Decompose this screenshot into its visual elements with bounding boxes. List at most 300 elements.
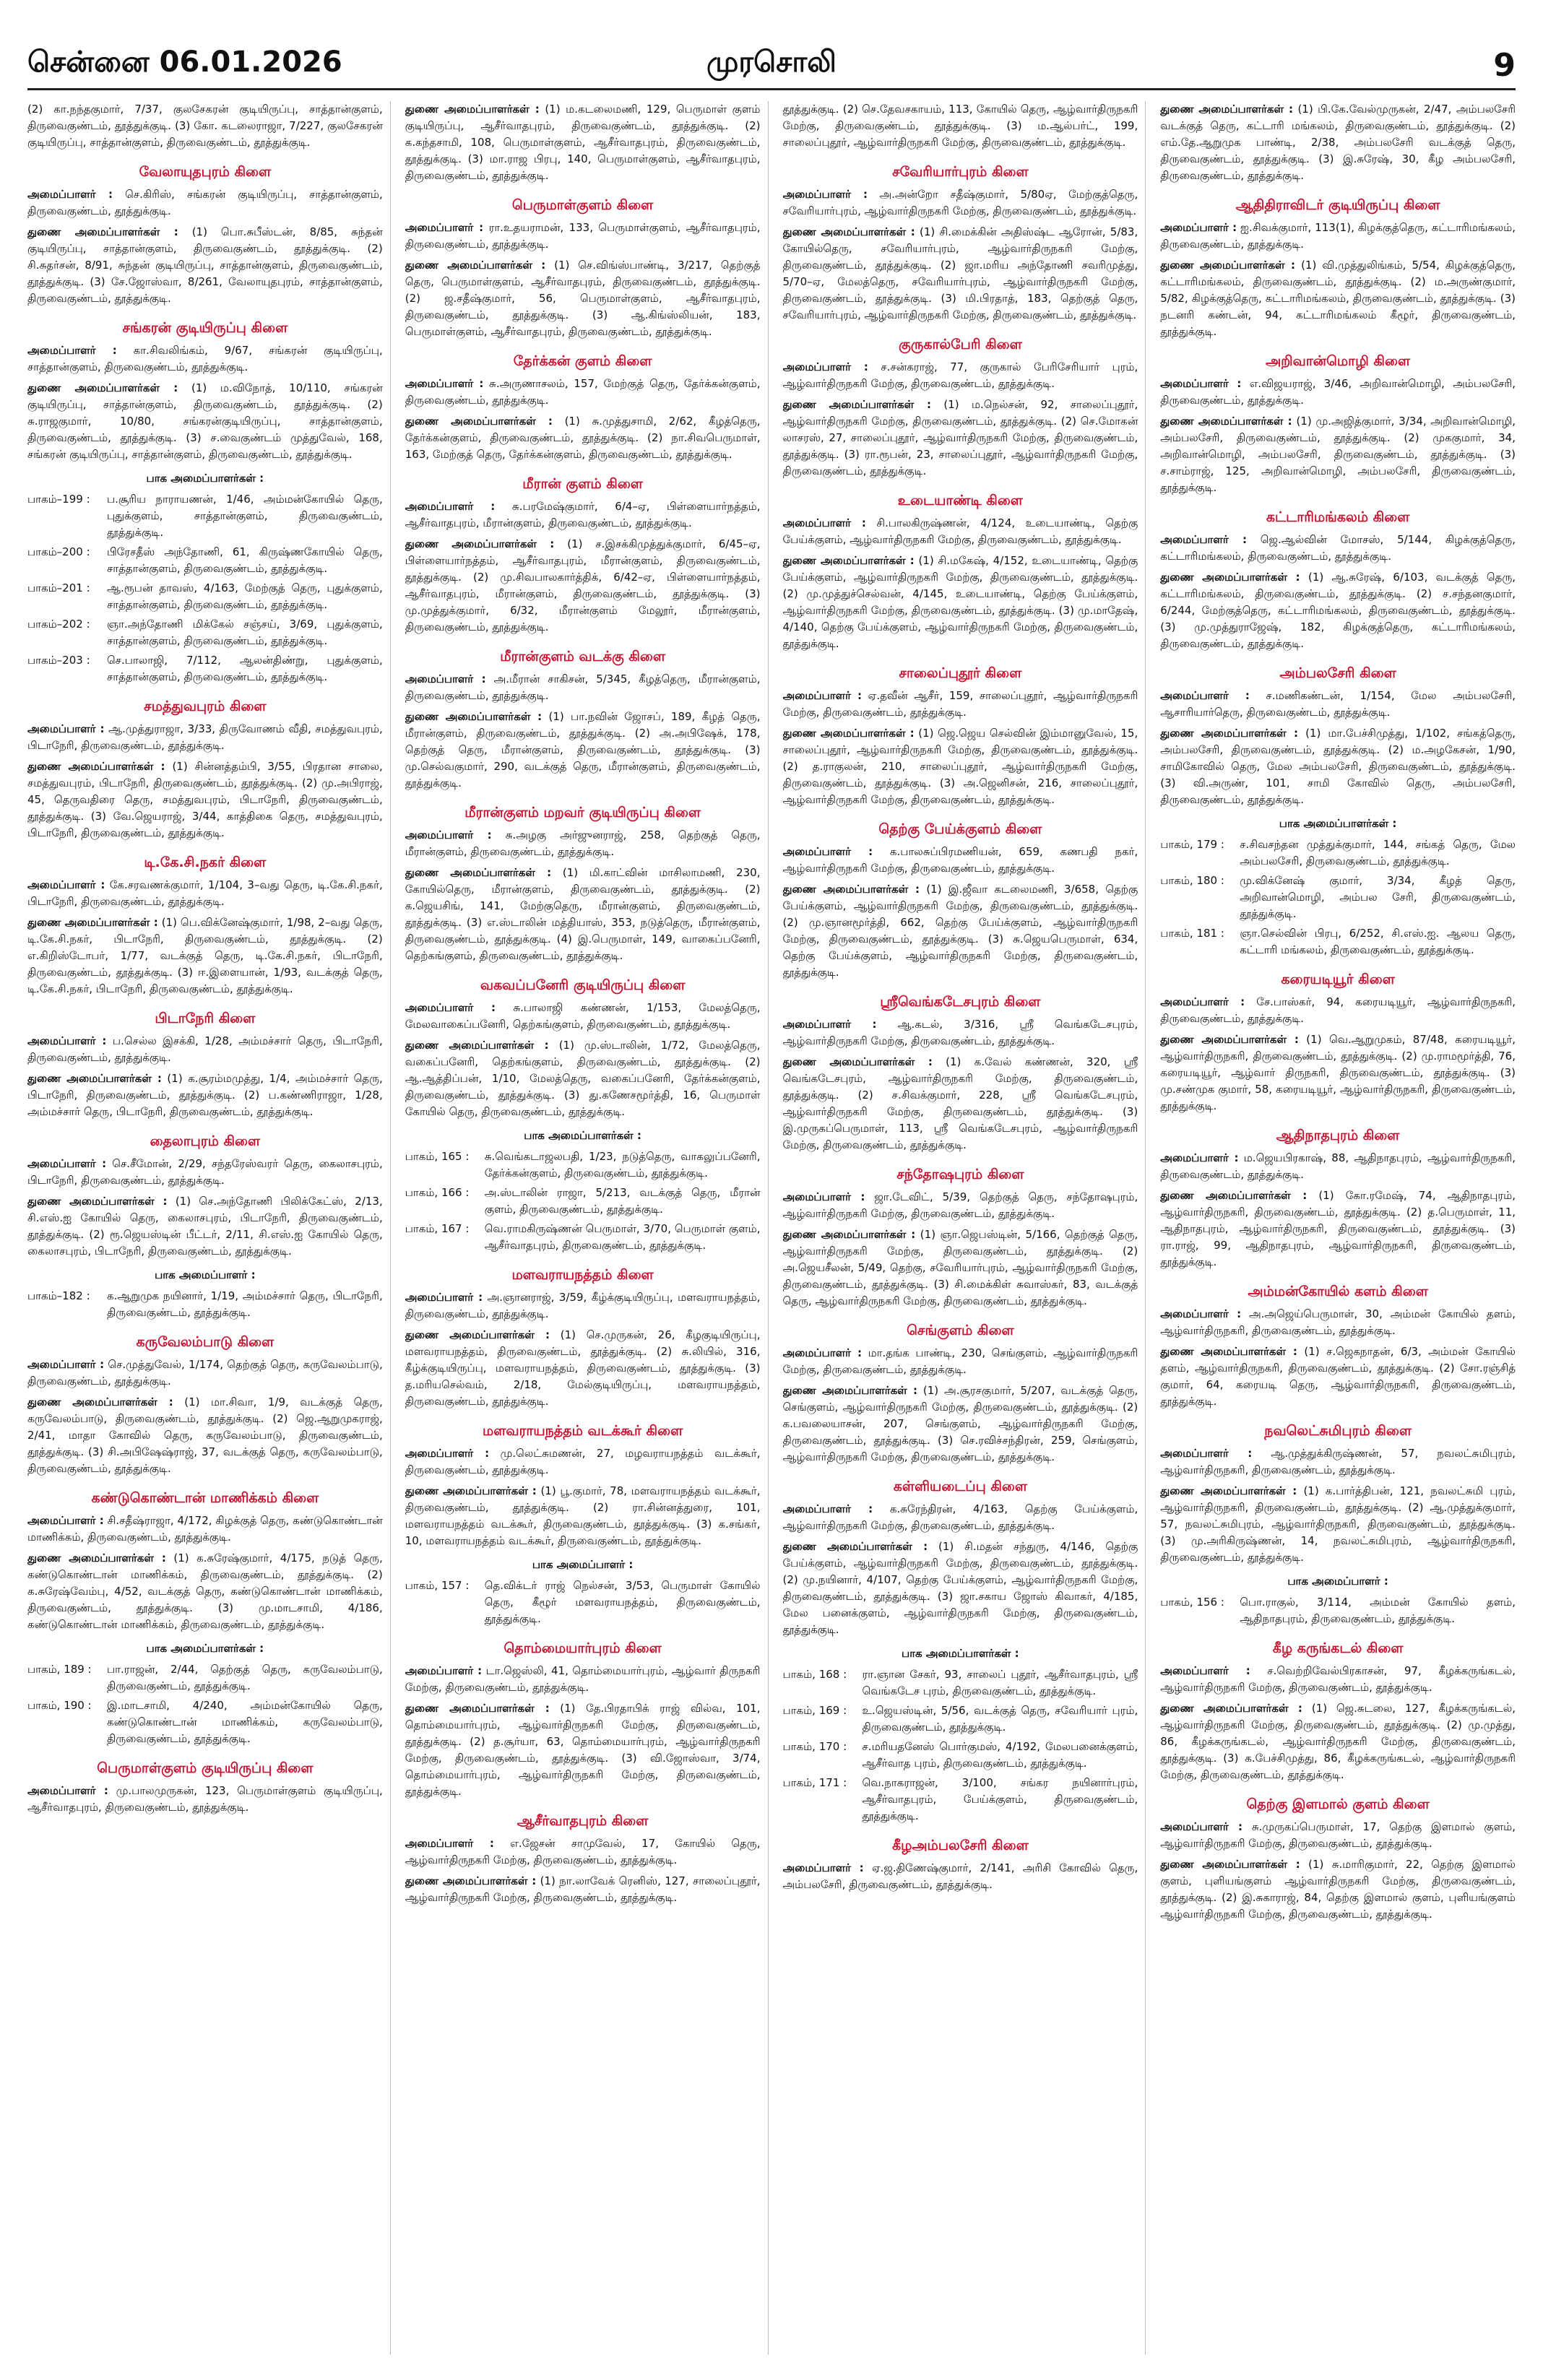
section-title: தொம்மையார்புரம் கிளை bbox=[503, 1640, 662, 1656]
part-text: உ.ஜெயஸ்டின், 5/56, வடக்குத் தெரு, சவேரியார் புரம், திருவைகுண்டம், தூத்துக்குடி. bbox=[862, 1704, 1138, 1734]
role-label: அமைப்பாளர் : bbox=[782, 516, 866, 529]
member-text: (1) பி.கே.வேல்முருகன், 2/47, அம்பலசேரி வடக்குத் தெரு, கட்டாரி மங்கலம், திருவைகுண்டம், தூத்துக்குடி. (2) எம்.தே.ஆறுமுக பாண்டி, 2/38, அம்பலசேரி வடக்குத் தெரு, திருவைகுண்டம், தூத்துக்குடி. (3) இ.சுரேஷ், 30, கீழ அம்பலசேரி, திருவைகுண்டம், தூத்துக்குடி. bbox=[1160, 103, 1516, 182]
member-entry bbox=[1160, 413, 1516, 496]
member-entry bbox=[27, 1156, 383, 1189]
role-label: அமைப்பாளர் : bbox=[405, 500, 496, 513]
member-text: (1) வி.முத்துலிங்கம், 5/54, கிழக்குத்தெரு, கட்டாரிமங்கலம், திருவைகுண்டம், தூத்துக்குடி. (2) ம.அருண்குமார், 5/82, கிழக்குத்தெரு, கட்டாரிமங்கலம், திருவைகுண்டம், தூத்துக்குடி. (3) நடனரி கண்டன், 94, கட்டாரிமங்கலம் கீழூர், திருவைகுண்டம், தூத்துக்குடி. bbox=[1160, 259, 1516, 338]
masthead bbox=[27, 45, 1516, 90]
role-label: அமைப்பாளர் : bbox=[27, 878, 105, 891]
branch-section bbox=[1160, 1423, 1516, 1627]
member-text: ஏ.தவீன் ஆசீர், 159, சாலைப்புதூர், ஆழ்வார்திருநகரி மேற்கு, திருவைகுண்டம், தூத்துக்குடி. bbox=[782, 689, 1138, 719]
role-label: துணை அமைப்பாளர்கள் : bbox=[782, 1228, 916, 1241]
role-label: துணை அமைப்பாளர்கள் : bbox=[27, 1552, 166, 1565]
member-text: ஆ.முத்துராஜா, 3/33, திருவோணம் வீதி, சமத்துவபுரம், பிடாநேரி, திருவைகுண்டம், தூத்துக்குடி. bbox=[27, 722, 383, 752]
part-number: பாகம், 171 : bbox=[782, 1776, 847, 1789]
section-title: குருகால்பேரி கிளை bbox=[898, 337, 1022, 352]
part-text: செ.பாலாஜி, 7/112, ஆலன்திண்று, புதுக்குளம், சாத்தான்குளம், திருவைகுண்டம், தூத்துக்குடி. bbox=[107, 654, 383, 683]
branch-section bbox=[27, 1334, 383, 1477]
role-label: துணை அமைப்பாளர்கள் : bbox=[27, 225, 178, 238]
member-entry bbox=[1160, 1187, 1516, 1271]
member-entry bbox=[405, 1289, 761, 1323]
member-text: (1) ஜெ.ஜெய செல்வின் இம்மானுவேல், 15, சாலைப்புதூர், ஆழ்வார்திருநகரி மேற்கு, திருவைகுண்டம், தூத்துக்குடி. (2) த.ராகுலன், 210, சாலைப்புதூர், ஆழ்வார்திருநகரி மேற்கு, திருவைகுண்டம், தூத்துக்குடி. (3) அ.ஜெனிசன், 216, சாலைப்புதூர், ஆழ்வார்திருநகரி மேற்கு, திருவைகுண்டம், தூத்துக்குடி. bbox=[782, 727, 1138, 806]
branch-section bbox=[783, 337, 1138, 480]
branch-section bbox=[27, 164, 383, 307]
member-entry bbox=[405, 1663, 761, 1696]
section-title: சந்தோஷபுரம் கிளை bbox=[896, 1167, 1024, 1182]
member-text: (1) செ.முருகன், 26, கீழகுடியிருப்பு, மளவராயநத்தம், திருவைகுண்டம், தூத்துக்குடி. (2) சு.லியில், 316, கீழ்க்குடியிருப்பு, மளவராயநத்தம், திருவைகுண்டம், தூத்துக்குடி. (3) த.மரியசெல்வம், 2/18, மேல்குடியிருப்பு, மளவராயநத்தம், திருவைகுண்டம், தூத்துக்குடி. bbox=[405, 1328, 761, 1408]
role-label: அமைப்பாளர் : bbox=[405, 672, 486, 685]
branch-section bbox=[783, 821, 1138, 981]
part-text: பிரேசதீஸ் அந்தோணி, 61, கிருஷ்ணகோயில் தெரு, சாத்தான்குளம், திருவைகுண்டம், தூத்துக்குடி. bbox=[107, 545, 383, 575]
member-entry bbox=[783, 515, 1138, 548]
part-number: பாகம், 179 : bbox=[1160, 838, 1224, 851]
member-text: (1) ஞா.ஜெபஸ்டின், 5/166, தெற்குத் தெரு, ஆழ்வார்திருநகரி மேற்கு, திருவைகுண்டம், தூத்துக்குடி. (2) அ.ஜெயசீலன், 5/49, தெற்கு, சவேரியார்புரம், ஆழ்வார்திருநகரி மேற்கு, திருவைகுண்டம், தூத்துக்குடி. (3) சி.மைக்கிள் சுவாஸ்கர், 83, வடக்குத் தெரு, ஆழ்வார்திருநகரி மேற்கு, திருவைகுண்டம், தூத்துக்குடி. bbox=[782, 1228, 1138, 1307]
role-label: துணை அமைப்பாளர்கள் : bbox=[1160, 571, 1300, 584]
member-text: (1) க.வேல் கண்ணன், 320, ஸ்ரீ வெங்கடேசபுரம், ஆழ்வார்திருநகரி மேற்கு, திருவைகுண்டம், தூத்துக்குடி. (2) ச.சிவக்குமார், 228, ஸ்ரீ வெங்கடேசபுரம், ஆழ்வார்திருநகரி மேற்கு, திருவைகுண்டம், தூத்துக்குடி. (3) இ.முருகப்பெருமாள், 113, ஸ்ரீ வெங்கடேசபுரம், ஆழ்வார்திருநகரி மேற்கு, திருவைகுண்டம், தூத்துக்குடி. bbox=[782, 1055, 1138, 1151]
part-number: பாகம், 189 : bbox=[27, 1663, 92, 1676]
section-title: மீரான் குளம் கிளை bbox=[522, 476, 643, 492]
member-entry bbox=[783, 397, 1138, 480]
role-label: அமைப்பாளர் : bbox=[405, 1447, 490, 1460]
branch-section bbox=[27, 854, 383, 998]
role-label: துணை அமைப்பாளர்கள் : bbox=[1160, 259, 1296, 272]
role-label: அமைப்பாளர் : bbox=[782, 360, 868, 373]
role-label: துணை அமைப்பாளர்கள் : bbox=[1160, 1702, 1302, 1715]
parts-heading: பாக அமைப்பாளர்கள் : bbox=[146, 472, 264, 485]
part-text: ஞா.அந்தோணி மிக்கேல் சஞ்சய், 3/69, புதுக்குளம், சாத்தான்குளம், திருவைகுண்டம், தூத்துக்குடி. bbox=[107, 618, 383, 647]
member-text: எ.விஜயராஜ், 3/46, அறிவான்மொழி, அம்பலசேரி, திருவைகுண்டம், தூத்துக்குடி. bbox=[1160, 377, 1516, 407]
member-text: (1) சி.மைக்கின் அதிஸ்ஷ்ட ஆரோன், 5/83, கோயில்தெரு, சவேரியார்புரம், ஆழ்வார்திருநகரி மேற்கு, திருவைகுண்டம், தூத்துக்குடி. (2) ஜா.மரிய அந்தோணி சவரிமுத்து, 5/70–ஏ, மேலத்தெரு, சவேரியார்புரம், ஆழ்வார்திருநகரி மேற்கு, திருவைகுண்டம், தூத்துக்குடி. (3) மி.பிரதாத், 183, தெற்குத் தெரு, சவேரியார்புரம், ஆழ்வார்திருநகரி மேற்கு, திருவைகுண்டம், தூத்துக்குடி. bbox=[782, 225, 1138, 321]
part-row bbox=[27, 616, 383, 649]
role-label: அமைப்பாளர் : bbox=[1160, 1307, 1242, 1320]
member-entry bbox=[27, 1033, 383, 1066]
branch-section bbox=[1160, 1796, 1516, 1923]
part-text: மு.விக்னேஷ் குமார், 3/34, கீழத் தெரு, அறிவான்மொழி, அம்பல சேரி, திருவைகுண்டம், தூத்துக்குடி. bbox=[1240, 874, 1516, 920]
member-text: தூத்துக்குடி. (2) செ.தேவசகாயம், 113, கோயில் தெரு, ஆழ்வார்திருநகரி மேற்கு, திருவைகுண்டம், தூத்துக்குடி. (3) ம.ஆல்பர்ட், 199, சாலைப்புதூர், ஆழ்வார்திருநகரி மேற்கு, திருவைகுண்டம், தூத்துக்குடி. bbox=[782, 103, 1138, 149]
branch-section bbox=[27, 698, 383, 841]
part-text: வெ.நாகராஜன், 3/100, சங்கர நயினார்புரம், ஆசீர்வாதபுரம், பேய்க்குளம், திருவைகுண்டம், தூத்துக்குடி. bbox=[862, 1776, 1138, 1822]
part-number: பாகம், 170 : bbox=[782, 1740, 847, 1753]
part-number: பாகம், 165 : bbox=[405, 1150, 470, 1163]
branch-section bbox=[1160, 1640, 1516, 1783]
branch-section bbox=[405, 649, 761, 792]
section-title: பிடாநேரி கிளை bbox=[155, 1011, 256, 1026]
member-entry bbox=[1160, 1445, 1516, 1479]
member-entry bbox=[405, 1835, 761, 1869]
member-entry bbox=[1160, 688, 1516, 721]
section-title: கட்டாரிமங்கலம் கிளை bbox=[1266, 509, 1410, 525]
part-row bbox=[405, 1148, 761, 1182]
role-label: துணை அமைப்பாளர்கள் : bbox=[1160, 727, 1299, 740]
city-date: சென்னை 06.01.2026 bbox=[27, 46, 342, 79]
member-entry bbox=[27, 758, 383, 841]
member-text: அ.ஞானராஜ், 3/59, கீழ்க்குடியிருப்பு, மளவராயநத்தம், திருவைகுண்டம், தூத்துக்குடி. bbox=[405, 1291, 761, 1320]
role-label: அமைப்பாளர் : bbox=[1160, 533, 1247, 546]
page-number: 9 bbox=[1493, 47, 1516, 84]
branch-section bbox=[27, 1133, 383, 1321]
part-text: ஆ.ரூபன் தாவஸ், 4/163, மேற்குத் தெரு, புதுக்குளம், சாத்தான்குளம், திருவைகுண்டம், தூத்துக்குடி. bbox=[107, 581, 383, 611]
role-label: அமைப்பாளர் : bbox=[405, 1664, 483, 1677]
member-entry bbox=[405, 709, 761, 792]
role-label: அமைப்பாளர் : bbox=[782, 188, 868, 201]
member-entry bbox=[1160, 1483, 1516, 1566]
column-2 bbox=[405, 101, 769, 2355]
member-text: (1) சி.மதன் சந்துரு, 4/146, தெற்கு பேய்க்குளம், ஆழ்வார்திருநகரி மேற்கு, திருவைகுண்டம், தூத்துக்குடி. (2) மு.நயினார், 4/107, தெற்கு பேய்க்குளம், ஆழ்வார்திருநகரி மேற்கு, திருவைகுண்டம், தூத்துக்குடி. (3) ஜா.சகாய ஜோஸ் கிவாகர், 4/185, மேல பனைக்குளம், ஆழ்வார்திருநகரி மேற்கு, திருவைகுண்டம், தூத்துக்குடி. bbox=[782, 1540, 1138, 1636]
member-text: மு.லெட்சுமணன், 27, மழவராயநத்தம் வடக்கூர், திருவைகுண்டம், தூத்துக்குடி. bbox=[405, 1447, 761, 1476]
member-entry bbox=[1160, 1819, 1516, 1852]
branch-section bbox=[405, 977, 761, 1254]
column-1 bbox=[27, 101, 391, 2355]
part-text: வெ.ராமகிருஷ்ணன் பெருமாள், 3/70, பெருமாள் குளம், ஆசீர்வாதபுரம், திருவைகுண்டம், தூத்துக்குடி. bbox=[484, 1222, 761, 1252]
member-text: ஜெ.ஆல்வின் மோசஸ், 5/144, கிழக்குத்தெரு, கட்டாரிமங்கலம், திருவைகுண்டம், தூத்துக்குடி. bbox=[1160, 533, 1516, 563]
member-text: கே.சரவணக்குமார், 1/104, 3–வது தெரு, டி.கே.சி.நகர், பிடாநேரி, திருவைகுண்டம், தூத்துக்குடி. bbox=[27, 878, 383, 908]
parts-heading: பாக அமைப்பாளர்கள் : bbox=[902, 1647, 1019, 1660]
member-entry bbox=[783, 1189, 1138, 1222]
branch-section bbox=[1160, 1128, 1516, 1271]
member-text: ம.ஜெயபிரகாஷ், 88, ஆதிநாதபுரம், ஆழ்வார்திருநகரி, திருவைகுண்டம், தூத்துக்குடி. bbox=[1160, 1151, 1516, 1181]
branch-section bbox=[783, 994, 1138, 1154]
part-row bbox=[27, 1697, 383, 1747]
part-number: பாகம், 168 : bbox=[782, 1668, 847, 1681]
member-text: (1) பூ.குமார், 78, மளவராயநத்தம் வடக்கூர், திருவைகுண்டம், தூத்துக்குடி. (2) ரா.சின்னத்துரை, 101, மளவராயநத்தம் வடக்கூர், திருவைகுண்டம், தூத்துக்குடி. (3) க.சங்கர், 10, மளவராயநத்தம் வடக்கூர், திருவைகுண்டம், தூத்துக்குடி. bbox=[405, 1484, 761, 1547]
branch-section bbox=[1160, 665, 1516, 959]
role-label: துணை அமைப்பாளர்கள் : bbox=[782, 727, 915, 740]
member-entry bbox=[27, 101, 383, 151]
role-label: அமைப்பாளர் : bbox=[1160, 1820, 1243, 1833]
part-text: ச.சிவசந்தன முத்துக்குமார், 144, சங்கத் தெரு, மேல அம்பலசேரி, திருவைகுண்டம், தூத்துக்குடி. bbox=[1240, 838, 1516, 867]
part-row bbox=[783, 1739, 1138, 1772]
member-text: ப.செல்ல இசக்கி, 1/28, அம்மச்சார் தெரு, பிடாநேரி, திருவைகுண்டம், தூத்துக்குடி. bbox=[27, 1034, 383, 1064]
section-title: பெருமாள்குளம் கிளை bbox=[511, 197, 654, 213]
member-text: அ.அன்றோ சதீஷ்குமார், 5/80ஏ, மேற்குத்தெரு, சவேரியார்புரம், ஆழ்வார்திருநகரி மேற்கு, திருவைகுண்டம், தூத்துக்குடி. bbox=[782, 188, 1138, 217]
member-entry bbox=[405, 413, 761, 463]
member-entry bbox=[27, 186, 383, 220]
role-label: அமைப்பாளர் : bbox=[27, 188, 113, 201]
member-text: (1) கோ.ரமேஷ், 74, ஆதிநாதபுரம், ஆழ்வார்திருநகரி, திருவைகுண்டம், தூத்துக்குடி. (2) த.பெருமாள், 11, ஆதிநாதபுரம், ஆழ்வார்திருநகரி, திருவைகுண்டம், தூத்துக்குடி. (3) ரா.ராஜ், 99, ஆதிநாதபுரம், ஆழ்வார்திருநகரி, திருவைகுண்டம், தூத்துக்குடி. bbox=[1160, 1189, 1516, 1268]
role-label: அமைப்பாளர் : bbox=[405, 1291, 483, 1304]
role-label: அமைப்பாளர் : bbox=[1160, 1447, 1253, 1460]
member-text: ரா.உதயராமன், 133, பெருமாள்குளம், ஆசீர்வாதபுரம், திருவைகுண்டம், தூத்துக்குடி. bbox=[405, 221, 761, 251]
member-entry bbox=[783, 1382, 1138, 1466]
member-entry bbox=[1160, 532, 1516, 565]
part-number: பாகம்–202 : bbox=[27, 618, 90, 631]
member-text: (1) மா.சிவா, 1/9, வடக்குத் தெரு, கருவேலம்பாடு, திருவைகுண்டம், தூத்துக்குடி. (2) ஜெ.ஆறுமுகராஜ், 2/41, மாதா கோவில் தெரு, கருவேலம்பாடு, திருவைகுண்டம், தூத்துக்குடி. (3) சி.அபிஷேஷ்ராஜ், 37, வடக்குத் தெரு, கருவேலம்பாடு, திருவைகுண்டம், தூத்துக்குடி. bbox=[27, 1395, 383, 1475]
role-label: துணை அமைப்பாளர்கள் : bbox=[405, 415, 553, 428]
role-label: துணை அமைப்பாளர்கள் : bbox=[782, 883, 920, 896]
role-label: துணை அமைப்பாளர்கள் : bbox=[1160, 1858, 1300, 1871]
part-row bbox=[783, 1666, 1138, 1700]
branch-section bbox=[405, 101, 761, 184]
branch-section bbox=[783, 164, 1138, 324]
member-entry bbox=[1160, 569, 1516, 652]
part-text: இ.மாடசாமி, 4/240, அம்மன்கோயில் தெரு, கண்டுகொண்டான் மாணிக்கம், கருவேலம்பாடு, திருவைகுண்டம், தூத்துக்குடி. bbox=[107, 1699, 383, 1745]
part-number: பாகம், 180 : bbox=[1160, 874, 1224, 887]
part-number: பாகம்–203 : bbox=[27, 654, 90, 667]
part-text: ஞா.செல்வின் பிரபு, 6/252, சி.எஸ்.ஐ. ஆலய தெரு, கட்டாரி மங்கலம், திருவைகுண்டம், தூத்துக்குடி. bbox=[1240, 927, 1516, 956]
member-text: (1) ச.இசக்கிமுத்துக்குமார், 6/45–ஏ, பிள்ளையார்நத்தம், ஆசீர்வாதபுரம், மீரான்குளம், திருவைகுண்டம், தூத்துக்குடி. (2) மு.சிவபாலகார்த்திக், 6/42–ஏ, பிள்ளையார்நத்தம், ஆசீர்வாதபுரம், மீரான்குளம், திருவைகுண்டம், தூத்துக்குடி. (3) மு.முத்துக்குமார், 6/32, மீரான்குளம் மேலூர், மீரான்குளம், திருவைகுண்டம், தூத்துக்குடி. bbox=[405, 537, 761, 633]
parts-heading: பாக அமைப்பாளர் : bbox=[155, 1268, 256, 1281]
member-entry bbox=[405, 498, 761, 532]
member-entry bbox=[27, 914, 383, 998]
branch-section bbox=[1160, 101, 1516, 184]
member-text: (1) மு.ஸ்டாலின், 1/72, மேலத்தெரு, வகைப்பனேரி, தெற்கங்குளம், திருவைகுண்டம், தூத்துக்குடி. (2) ஆ.ஆத்திப்பன், 1/10, மேலத்தெரு, வகைப்பனேரி, தேர்க்கன்குளம், திருவைகுண்டம், தூத்துக்குடி. (3) து.கணேசமூர்த்தி, 16, பெருமாள் கோயில் தெரு, திருவைகுண்டம், தூத்துக்குடி. bbox=[405, 1039, 761, 1118]
member-text: (1) பா.நவின் ஜோசப், 189, கீழத் தெரு, மீரான்குளம், திருவைகுண்டம், தூத்துக்குடி. (2) அ.அபிஷேக், 178, தெற்குத் தெரு, மீரான்குளம், திருவைகுண்டம், தூத்துக்குடி. (3) மு.செல்வகுமார், 290, வடக்குத் தெரு, மீரான்குளம், திருவைகுண்டம், தூத்துக்குடி. bbox=[405, 710, 761, 789]
part-text: ரா.ஞான சேகர், 93, சாலைப் புதூர், ஆசீர்வாதபுரம், ஸ்ரீ வெங்கடேச புரம், திருவைகுண்டம், தூத்துக்குடி. bbox=[862, 1668, 1138, 1697]
member-entry bbox=[783, 553, 1138, 652]
member-text: சே.பாஸ்கர், 94, கரையடியூர், ஆழ்வார்திருநகரி, திருவைகுண்டம், தூத்துக்குடி. bbox=[1160, 995, 1516, 1025]
branch-section bbox=[27, 1760, 383, 1816]
branch-section bbox=[783, 1323, 1138, 1466]
member-text: ஜா.டேவிட், 5/39, தெற்குத் தெரு, சந்தோஷபுரம், ஆழ்வார்திருநகரி மேற்கு, திருவைகுண்டம், தூத்துக்குடி. bbox=[782, 1190, 1138, 1220]
part-text: ப.சூரிய நாராயணன், 1/46, அம்மன்கோயில் தெரு, புதுக்குளம், சாத்தான்குளம், திருவைகுண்டம், தூத்துக்குடி. bbox=[107, 493, 383, 539]
role-label: துணை அமைப்பாளர்கள் : bbox=[405, 103, 540, 116]
member-entry bbox=[783, 224, 1138, 324]
role-label: துணை அமைப்பாளர்கள் : bbox=[27, 916, 158, 929]
role-label: அமைப்பாளர் : bbox=[782, 1861, 864, 1874]
member-text: சு.முருகப்பெருமாள், 17, தெற்கு இளமால் குளம், ஆழ்வார்திருநகரி மேற்கு, திருவைகுண்டம், தூத்துக்குடி. bbox=[1160, 1820, 1516, 1850]
part-text: க.ஆறுமுக நயினார், 1/19, அம்மச்சார் தெரு, பிடாநேரி, திருவைகுண்டம், தூத்துக்குடி. bbox=[107, 1289, 383, 1319]
member-entry bbox=[783, 1860, 1138, 1893]
section-title: மீரான்குளம் வடக்கு கிளை bbox=[500, 649, 666, 665]
member-entry bbox=[405, 536, 761, 636]
column-3 bbox=[783, 101, 1146, 2355]
role-label: அமைப்பாளர் : bbox=[782, 845, 873, 858]
role-label: துணை அமைப்பாளர்கள் : bbox=[405, 1702, 550, 1715]
section-title: டி.கே.சி.நகர் கிளை bbox=[144, 854, 267, 870]
branch-section bbox=[1160, 1284, 1516, 1410]
member-text: கா.சிவலிங்கம், 9/67, சங்கரன் குடியிருப்பு, சாத்தான்குளம், திருவைகுண்டம், தூத்துக்குடி. bbox=[27, 344, 383, 373]
member-text: க.சுரேந்திரன், 4/163, தெற்கு பேய்க்குளம், ஆழ்வார்திருநகரி மேற்கு, திருவைகுண்டம், தூத்துக்குடி. bbox=[782, 1502, 1138, 1532]
branch-section bbox=[405, 1267, 761, 1410]
member-entry bbox=[27, 224, 383, 307]
member-entry bbox=[405, 220, 761, 253]
member-text: செ.சீமோன், 2/29, சந்தரேஸ்வரர் தெரு, கைலாசபுரம், பிடாநேரி, திருவைகுண்டம், தூத்துக்குடி. bbox=[27, 1157, 383, 1187]
section-title: மளவராயநத்தம் வடக்கூர் கிளை bbox=[483, 1423, 683, 1439]
member-text: (1) சு.முத்துசாமி, 2/62, கீழத்தெரு, தேர்க்கன்குளம், திருவைகுண்டம், தூத்துக்குடி. (2) நா.சிவபெருமாள், 163, மேற்குத் தெரு, தேர்க்கன்குளம், திருவைகுண்டம், தூத்துக்குடி. bbox=[405, 415, 761, 461]
member-text: (1) ம.கடலைமணி, 129, பெருமாள் குளம் குடியிருப்பு, ஆசீர்வாதபுரம், திருவைகுண்டம், தூத்துக்குடி. (2) க.கந்தசாமி, 108, பெருமாள்குளம், ஆசீர்வாதபுரம், திருவைகுண்டம், தூத்துக்குடி. (3) மா.ராஜ பிரபு, 140, பெருமாள்குளம், ஆசீர்வாதபுரம், திருவைகுண்டம், தூத்துக்குடி. bbox=[405, 103, 761, 182]
member-entry bbox=[783, 1539, 1138, 1638]
member-entry bbox=[405, 1873, 761, 1906]
member-text: மு.பாலமுருகன், 123, பெருமாள்குளம் குடியிருப்பு, ஆசீர்வாதபுரம், திருவைகுண்டம், தூத்துக்குடி. bbox=[27, 1784, 383, 1814]
role-label: அமைப்பாளர் : bbox=[782, 1346, 862, 1359]
member-text: க.பாலசுப்பிரமணியன், 659, கணபதி நகர், ஆழ்வார்திருநகரி மேற்கு, திருவைகுண்டம், தூத்துக்குடி. bbox=[782, 845, 1138, 875]
branch-section bbox=[783, 101, 1138, 151]
part-number: பாகம்–182 : bbox=[27, 1289, 90, 1302]
section-title: மளவராயநத்தம் கிளை bbox=[511, 1267, 654, 1283]
member-entry bbox=[1160, 1856, 1516, 1923]
member-text: (1) நா.லாவேக் ரெனிஸ், 127, சாலைப்புதூர், ஆழ்வார்திருநகரி மேற்கு, திருவைகுண்டம், தூத்துக்குடி. bbox=[405, 1874, 761, 1904]
part-row bbox=[405, 1185, 761, 1218]
role-label: அமைப்பாளர் : bbox=[405, 1001, 496, 1014]
member-text: (1) வெ.ஆறுமுகம், 87/48, கரையடியூர், ஆழ்வார்திருநகரி, திருவைகுண்டம், தூத்துக்குடி. (2) மு.ராமமூர்த்தி, 76, கரையடியூர், ஆழ்வார் திருநகரி, திருவைகுண்டம், தூத்துக்குடி. (3) மு.சண்முக குமார், 58, கரையடியூர், ஆழ்வார்திருநகரி, திருவைகுண்டம், தூத்துக்குடி. bbox=[1160, 1033, 1516, 1112]
member-text: (1) மி.காட்வின் மாசிலாமணி, 230, கோயில்தெரு, மீரான்குளம், திருவைகுண்டம், தூத்துக்குடி. (2) க.ஜெயசிங், 141, மேற்குதெரு, மீரான்குளம், திருவைகுண்டம், தூத்துக்குடி. (3) எ.ஸ்டாலின் மத்தியாஸ், 353, நடுத்தெரு, மீரான்குளம், திருவைகுண்டம், தூத்துக்குடி. (4) இ.பெருமாள், 149, வாகைப்பனேரி, தெற்கங்குளம், திருவைகுண்டம், தூத்துக்குடி. bbox=[405, 866, 761, 962]
role-label: அமைப்பாளர் : bbox=[27, 1784, 108, 1797]
section-title: ஸ்ரீவெங்கடேசபுரம் கிளை bbox=[880, 994, 1041, 1010]
branch-section bbox=[1160, 197, 1516, 340]
section-title: சங்கரன் குடியிருப்பு கிளை bbox=[122, 320, 288, 336]
member-text: (1) பெ.விக்னேஷ்குமார், 1/98, 2–வது தெரு, டி.கே.சி.நகர், பிடாநேரி, திருவைகுண்டம், தூத்துக்குடி. (2) எ.கிறிஸ்டோபர், 1/77, வடக்குத் தெரு, டி.கே.சி.நகர், பிடாநேரி, திருவைகுண்டம், தூத்துக்குடி. (3) ஈ.இளையான், 1/93, வடக்குத் தெரு, டி.கே.சி.நகர், பிடாநேரி, திருவைகுண்டம், தூத்துக்குடி. bbox=[27, 916, 383, 995]
part-row bbox=[27, 580, 383, 613]
member-entry bbox=[405, 1700, 761, 1800]
member-text: (1) சு.மாரிகுமார், 22, தெற்கு இளமால் குளம், புளியங்குளம் ஆழ்வார்திருநகரி மேற்கு, திருவைகுண்டம், தூத்துக்குடி. (2) இ.சுகாராஜ், 84, தெற்கு இளமால் குளம், புளியங்குளம் ஆழ்வார்திருநகரி மேற்கு, திருவைகுண்டம், தூத்துக்குடி. bbox=[1160, 1858, 1516, 1921]
member-text: (1) மு.அஜித்குமார், 3/34, அறிவான்மொழி, அம்பலசேரி, திருவைகுண்டம், தூத்துக்குடி. (2) முககுமார், 34, அறிவான்மொழி, அம்பலசேரி, திருவைகுண்டம், தூத்துக்குடி. (3) ச.சாம்ராஜ், 125, அறிவான்மொழி, அம்பலசேரி, திருவைகுண்டம், தூத்துக்குடி. bbox=[1160, 415, 1516, 494]
role-label: அமைப்பாளர் : bbox=[405, 377, 484, 390]
member-entry bbox=[783, 359, 1138, 392]
branch-section bbox=[405, 1640, 761, 1800]
section-title: கரையடியூர் கிளை bbox=[1281, 972, 1395, 987]
section-title: சவேரியார்புரம் கிளை bbox=[892, 164, 1029, 180]
branch-section bbox=[27, 1011, 383, 1120]
member-entry bbox=[1160, 1150, 1516, 1183]
branch-section bbox=[1160, 972, 1516, 1115]
member-entry bbox=[27, 1550, 383, 1633]
member-entry bbox=[1160, 220, 1516, 253]
part-text: அ.ஸ்டாலின் ராஜா, 5/213, வடக்குத் தெரு, மீரான் குளம், திருவைகுண்டம், தூத்துக்குடி. bbox=[484, 1186, 761, 1216]
parts-heading: பாக அமைப்பாளர்கள் : bbox=[524, 1129, 641, 1142]
member-entry bbox=[27, 1356, 383, 1390]
branch-section bbox=[405, 353, 761, 463]
section-title: தேர்க்கன் குளம் கிளை bbox=[513, 353, 652, 369]
member-entry bbox=[405, 865, 761, 964]
member-text: (2) கா.நந்தகுமார், 7/37, குலசேகரன் குடியிருப்பு, சாத்தான்குளம், திருவைகுண்டம், தூத்துக்குடி. (3) கோ. கடலைராஜா, 7/227, குலசேகரன் குடியிருப்பு, சாத்தான்குளம், திருவைகுண்டம், தூத்துக்குடி. bbox=[27, 103, 383, 149]
section-title: சாலைப்புதூர் கிளை bbox=[899, 665, 1022, 681]
section-title: நவலெட்சுமிபுரம் கிளை bbox=[1264, 1423, 1412, 1439]
part-row bbox=[27, 1661, 383, 1695]
parts-heading: பாக அமைப்பாளர் : bbox=[1287, 1575, 1388, 1588]
role-label: அமைப்பாளர் : bbox=[1160, 689, 1250, 702]
member-text: (1) ஜெ.சுடலை, 127, கீழக்கருங்கடல், ஆழ்வார்திருநகரி மேற்கு, திருவைகுண்டம், தூத்துக்குடி. (2) மு.முத்து, 86, கீழக்கருங்கடல், ஆழ்வார்திருநகரி மேற்கு, திருவைகுண்டம், தூத்துக்குடி. (3) க.பேச்சிமுத்து, 86, கீழக்கருங்கடல், ஆழ்வார்திருநகரி மேற்கு, திருவைகுண்டம், தூத்துக்குடி. bbox=[1160, 1702, 1516, 1781]
member-entry bbox=[405, 1327, 761, 1410]
member-entry bbox=[405, 376, 761, 409]
section-title: சமத்துவபுரம் கிளை bbox=[144, 698, 267, 714]
role-label: துணை அமைப்பாளர்கள் : bbox=[782, 554, 915, 567]
parts-heading: பாக அமைப்பாளர்கள் : bbox=[1279, 817, 1397, 830]
role-label: துணை அமைப்பாளர்கள் : bbox=[1160, 103, 1293, 116]
member-entry bbox=[27, 877, 383, 910]
branch-section bbox=[1160, 509, 1516, 652]
member-text: ஐ.சிவக்குமார், 113(1), கிழக்குத்தெரு, கட்டாரிமங்கலம், திருவைகுண்டம், தூத்துக்குடி. bbox=[1160, 221, 1516, 251]
branch-section bbox=[405, 805, 761, 964]
section-title: அம்பலசேரி கிளை bbox=[1279, 665, 1396, 681]
part-row bbox=[27, 491, 383, 541]
section-title: தெற்கு பேய்க்குளம் கிளை bbox=[878, 821, 1042, 837]
section-title: தைலாபுரம் கிளை bbox=[150, 1133, 261, 1149]
part-row bbox=[27, 544, 383, 577]
member-text: எ.ஜேசன் சாமுவேல், 17, கோயில் தெரு, ஆழ்வார்திருநகரி மேற்கு, திருவைகுண்டம், தூத்துக்குடி. bbox=[405, 1837, 761, 1866]
role-label: அமைப்பாளர் : bbox=[1160, 995, 1245, 1008]
member-entry bbox=[783, 844, 1138, 877]
member-entry bbox=[783, 688, 1138, 721]
article-columns bbox=[27, 101, 1516, 2355]
section-title: வகவப்பனேரி குடியிருப்பு கிளை bbox=[480, 977, 686, 993]
part-row bbox=[27, 1288, 383, 1321]
member-text: ச.சன்கராஜ், 77, குருகால் பேரிசேரியார் புரம், ஆழ்வார்திருநகரி மேற்கு, திருவைகுண்டம், தூத்துக்குடி. bbox=[782, 360, 1138, 390]
section-title: அறிவான்மொழி கிளை bbox=[1266, 353, 1411, 369]
member-text: (1) தே.பிரதாபிக் ராஜ் வில்வ, 101, தொம்மையார்புரம், ஆழ்வார்திருநகரி மேற்கு, திருவைகுண்டம், தூத்துக்குடி. (2) த.சூர்யா, 63, தொம்மையார்புரம், ஆழ்வார்திருநகரி மேற்கு, திருவைகுண்டம், தூத்துக்குடி. (3) வி.ஜோஸ்வா, 3/74, தொம்மையார்புரம், ஆழ்வார்திருநகரி மேற்கு, திருவைகுண்டம், தூத்துக்குடி. bbox=[405, 1702, 761, 1798]
member-entry bbox=[405, 1483, 761, 1549]
role-label: துணை அமைப்பாளர்கள் : bbox=[405, 259, 546, 272]
parts-heading: பாக அமைப்பாளர் : bbox=[532, 1558, 634, 1571]
member-text: சு.அழகு அர்ஜுனராஜ், 258, தெற்குத் தெரு, மீரான்குளம், திருவைகுண்டம், தூத்துக்குடி. bbox=[405, 828, 761, 858]
section-title: மீரான்குளம் மறவர் குடியிருப்பு கிளை bbox=[464, 805, 701, 821]
member-text: (1) இ.ஜீவா கடலைமணி, 3/658, தெற்கு பேய்க்குளம், ஆழ்வார்திருநகரி மேற்கு, திருவைகுண்டம், தூத்துக்குடி. (2) மு.ஞானமூர்த்தி, 662, தெற்கு பேய்க்குளம், ஆழ்வார்திருநகரி மேற்கு, திருவைகுண்டம், தூத்துக்குடி. (3) சு.ஜெயபெருமாள், 634, தெற்கு பேய்க்குளம், ஆழ்வார்திருநகரி மேற்கு, திருவைகுண்டம், தூத்துக்குடி. bbox=[782, 883, 1138, 979]
section-title: செங்குளம் கிளை bbox=[907, 1323, 1014, 1338]
member-entry bbox=[405, 1000, 761, 1033]
member-text: ஆ.முத்துக்கிருஷ்ணன், 57, நவலட்சுமிபுரம், ஆழ்வார்திருநகரி, திருவைகுண்டம், தூத்துக்குடி. bbox=[1160, 1447, 1516, 1476]
role-label: அமைப்பாளர் : bbox=[405, 828, 492, 841]
member-text: (1) க.பார்த்திபன், 121, நவலட்சுமி புரம், ஆழ்வார்திருநகரி, திருவைகுண்டம், தூத்துக்குடி. (2) ஆ.முத்துக்குமார், 57, நவலட்சுமிபுரம், ஆழ்வார்திருநகரி, திருவைகுண்டம், தூத்துக்குடி. (3) மு.அரிகிருஷ்ணன், 14, நவலட்சுமிபுரம், ஆழ்வார்திருநகரி, திருவைகுண்டம், தூத்துக்குடி. bbox=[1160, 1484, 1516, 1564]
role-label: அமைப்பாளர் : bbox=[27, 344, 117, 357]
member-entry bbox=[405, 1037, 761, 1120]
part-text: பொ.ராகுல், 3/114, அம்மன் கோயில் தளம், ஆதிநாதபுரம், திருவைகுண்டம், தூத்துக்குடி. bbox=[1240, 1596, 1516, 1625]
role-label: அமைப்பாளர் : bbox=[405, 1837, 494, 1850]
section-title: ஆதிநாதபுரம் கிளை bbox=[1276, 1128, 1400, 1143]
role-label: அமைப்பாளர் : bbox=[27, 1358, 105, 1371]
member-entry bbox=[27, 1513, 383, 1546]
section-title: கீழஅம்பலசேரி கிளை bbox=[892, 1838, 1029, 1853]
member-entry bbox=[1160, 376, 1516, 409]
role-label: அமைப்பாளர் : bbox=[27, 1157, 107, 1170]
branch-section bbox=[783, 493, 1138, 652]
member-text: (1) செ.விங்ஸ்பாண்டி, 3/217, தெற்குத் தெரு, பெருமாள்குளம், ஆசீர்வாதபுரம், திருவைகுண்டம், தூத்துக்குடி. (2) ஜ.சதீஷ்குமார், 56, பெருமாள்குளம், ஆசீர்வாதபுரம், திருவைகுண்டம், தூத்துக்குடி. (3) ஆ.கிங்ஸ்லியன், 183, பெருமாள்குளம், ஆசீர்வாதபுரம், திருவைகுண்டம், தூத்துக்குடி. bbox=[405, 259, 761, 338]
role-label: துணை அமைப்பாளர்கள் : bbox=[782, 1540, 928, 1553]
role-label: துணை அமைப்பாளர்கள் : bbox=[782, 1384, 918, 1397]
member-text: (1) பொ.சுபீஸ்டன், 8/85, சுந்தன் குடியிருப்பு, சாத்தான்குளம், திருவைகுண்டம், தூத்துக்குடி. (2) சி.சுதர்சன், 8/91, சுந்தன் குடியிருப்பு, சாத்தான்குளம், திருவைகுண்டம், தூத்துக்குடி. (3) சே.ஜோஸ்வா, 8/261, வேலாயுதபுரம், சாத்தான்குளம், திருவைகுண்டம், தூத்துக்குடி. bbox=[27, 225, 383, 305]
role-label: அமைப்பாளர் : bbox=[405, 221, 484, 234]
part-row bbox=[405, 1578, 761, 1627]
member-entry bbox=[783, 881, 1138, 981]
role-label: துணை அமைப்பாளர்கள் : bbox=[27, 381, 178, 394]
member-text: ச.மணிகண்டன், 1/154, மேல அம்பலசேரி, ஆசாரியார்தெரு, திருவைகுண்டம், தூத்துக்குடி. bbox=[1160, 689, 1516, 719]
member-entry bbox=[783, 1226, 1138, 1310]
member-text: ச.வெற்றிவேல்பிரகாசன், 97, கீழக்கருங்கடல், ஆழ்வார்திருநகரி மேற்கு, திருவைகுண்டம், தூத்துக்குடி. bbox=[1160, 1664, 1516, 1694]
role-label: துணை அமைப்பாளர்கள் : bbox=[782, 398, 931, 411]
member-entry bbox=[27, 721, 383, 754]
role-label: அமைப்பாளர் : bbox=[782, 689, 863, 702]
member-entry bbox=[783, 101, 1138, 151]
member-entry bbox=[783, 1501, 1138, 1534]
role-label: அமைப்பாளர் : bbox=[782, 1018, 877, 1031]
role-label: துணை அமைப்பாளர்கள் : bbox=[405, 537, 555, 550]
section-title: பெருமாள்குளம் குடியிருப்பு கிளை bbox=[97, 1760, 314, 1776]
part-number: பாகம், 169 : bbox=[782, 1704, 847, 1717]
member-entry bbox=[27, 1394, 383, 1477]
member-text: சு.அருணாசலம், 157, மேற்குத் தெரு, தேர்க்கன்குளம், திருவைகுண்டம், தூத்துக்குடி. bbox=[405, 377, 761, 407]
role-label: அமைப்பாளர் : bbox=[1160, 1664, 1250, 1677]
role-label: அமைப்பாளர் : bbox=[27, 722, 105, 735]
part-row bbox=[1160, 836, 1516, 870]
parts-heading: பாக அமைப்பாளர்கள் : bbox=[146, 1642, 264, 1655]
member-entry bbox=[405, 1445, 761, 1479]
part-row bbox=[1160, 873, 1516, 922]
member-text: (1) ம.விநோத், 10/110, சங்கரன் குடியிருப்பு, சாத்தான்குளம், திருவைகுண்டம், தூத்துக்குடி. (2) சு.ராஜகுமார், 10/80, சங்கரன்குடியிருப்பு, சாத்தான்குளம், திருவைகுண்டம், தூத்துக்குடி. (3) ச.வைகுண்டம் முத்துவேல், 168, சங்கரன் குடியிருப்பு, சாத்தான்குளம், திருவைகுண்டம், தூத்துக்குடி. bbox=[27, 381, 383, 461]
member-entry bbox=[783, 725, 1138, 808]
branch-section bbox=[783, 1479, 1138, 1825]
part-text: ச.மரியதனேஸ் பொர்குமஸ், 4/192, மேலபனைக்குளம், ஆசீர்வாத புரம், திருவைகுண்டம், தூத்துக்குடி. bbox=[862, 1740, 1138, 1770]
part-row bbox=[1160, 925, 1516, 959]
section-title: கீழ கருங்கடல் கிளை bbox=[1272, 1640, 1404, 1656]
section-title: உடையாண்டி கிளை bbox=[897, 493, 1023, 509]
member-text: (1) மா.பேச்சிமுத்து, 1/102, சங்கத்தெரு, அம்பலசேரி, திருவைகுண்டம், தூத்துக்குடி. (2) ம.அழகேசன், 1/90, சாமிகோவில் தெரு, மேல அம்பலசேரி, திருவைகுண்டம், தூத்துக்குடி. (3) வி.அருண், 101, சாமி கோவில் தெரு, அம்பலசேரி, திருவைகுண்டம், தூத்துக்குடி. bbox=[1160, 727, 1516, 806]
branch-section bbox=[27, 101, 383, 151]
role-label: துணை அமைப்பாளர்கள் : bbox=[1160, 1345, 1297, 1358]
role-label: துணை அமைப்பாளர்கள் : bbox=[405, 866, 552, 879]
part-number: பாகம்–200 : bbox=[27, 545, 90, 558]
part-text: பா.ராஜன், 2/44, தெற்குத் தெரு, கருவேலம்பாடு, திருவைகுண்டம், தூத்துக்குடி. bbox=[107, 1663, 383, 1692]
role-label: அமைப்பாளர் : bbox=[27, 1514, 104, 1527]
member-entry bbox=[1160, 994, 1516, 1027]
part-row bbox=[783, 1702, 1138, 1736]
